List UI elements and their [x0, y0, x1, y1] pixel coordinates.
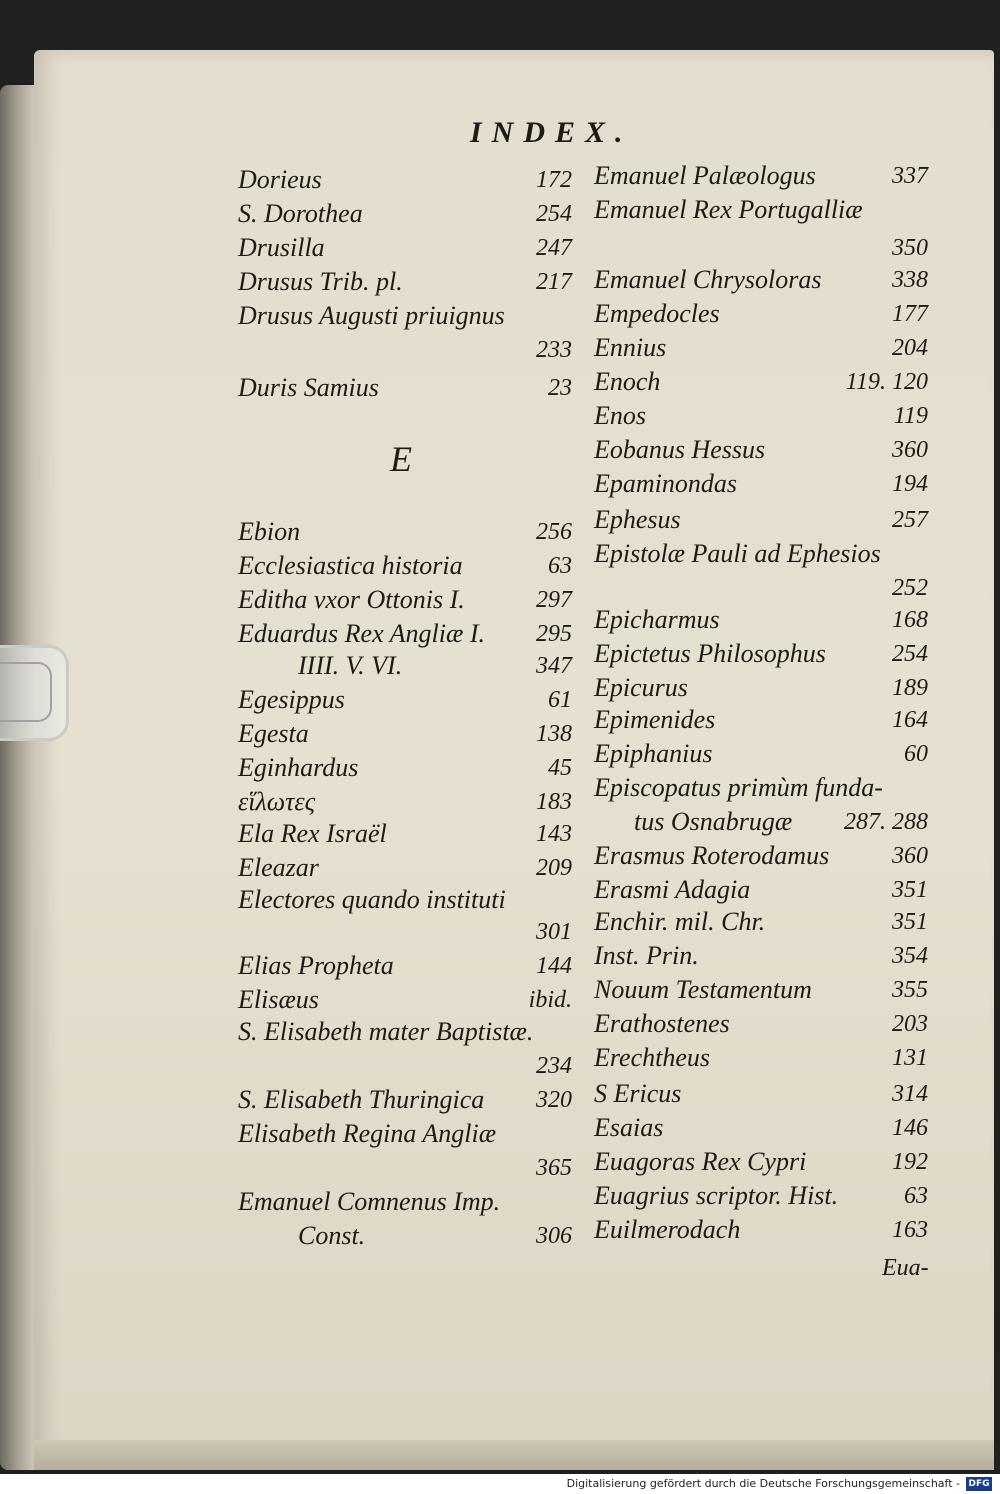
index-entry-name: Emanuel Chrysoloras: [594, 265, 822, 294]
index-entry-page: 351: [892, 909, 928, 935]
index-entry-page: 347: [536, 653, 572, 679]
index-entry-page: 204: [892, 335, 928, 361]
index-entry-page: 183: [536, 789, 572, 815]
index-entry-name: Ebion: [238, 517, 301, 546]
index-entry-name: Epiphanius: [594, 739, 713, 768]
index-entry-page: 233: [536, 337, 572, 363]
index-entry-name: Ephesus: [594, 505, 681, 534]
page-bottom-edge: [34, 1440, 994, 1470]
index-entry-page: [452, 298, 572, 334]
index-entry-page: 338: [892, 267, 928, 293]
index-entry-name: Elias Propheta: [238, 951, 394, 980]
index-entry-page: 61: [548, 687, 572, 713]
index-entry-name: Dorieus: [238, 165, 322, 194]
index-entry-page: 254: [536, 201, 572, 227]
index-entry-page: 360: [892, 437, 928, 463]
index-entry-page: 131: [892, 1045, 928, 1071]
index-entry-name: Egesta: [238, 719, 309, 748]
index-entry-page: 177: [892, 301, 928, 327]
index-entry-page: 252: [892, 575, 928, 601]
index-entry-name: Inst. Prin.: [594, 941, 699, 970]
index-entry-name: Ennius: [594, 333, 667, 362]
index-entry-name: IIII. V. VI.: [298, 651, 403, 680]
index-entry-name: Elisæus: [238, 985, 319, 1014]
index-entry-name: Euagoras Rex Cypri: [594, 1147, 807, 1176]
index-entry-page: [452, 1014, 572, 1050]
index-entry-name: Epicurus: [594, 673, 688, 702]
index-entry-page: 350: [892, 235, 928, 261]
index-entry-name: tus Osnabrugæ: [634, 807, 793, 836]
index-entry-name: Epistolæ Pauli ad Ephesios: [594, 539, 881, 568]
index-entry-page: 301: [536, 919, 572, 945]
index-entry-page: [452, 1116, 572, 1152]
index-entry-page: 164: [892, 707, 928, 733]
index-entry-name: Electores quando instituti: [238, 885, 506, 914]
footer-credit: Digitalisierung gefördert durch die Deutsche Forschungsgemeinschaft -: [566, 1477, 960, 1490]
index-entry-page: 209: [536, 855, 572, 881]
index-entry-page: 287. 288: [844, 809, 928, 835]
index-entry-name: Emanuel Comnenus Imp.: [238, 1187, 501, 1216]
index-entry-name: Egesippus: [238, 685, 345, 714]
index-entry-page: 337: [892, 163, 928, 189]
index-entry-page: [788, 192, 928, 228]
index-entry-name: Episcopatus primùm funda-: [594, 773, 883, 802]
index-entry-page: 63: [548, 553, 572, 579]
index-entry-name: Enchir. mil. Chr.: [594, 907, 766, 936]
index-entry-page: ibid.: [528, 987, 572, 1013]
index-entry-page: 306: [536, 1223, 572, 1249]
index-entry-name: Elisabeth Regina Angliæ: [238, 1119, 497, 1148]
index-entry-name: εἵλωτες: [238, 787, 316, 816]
index-entry-page: 351: [892, 877, 928, 903]
index-entry-page: 257: [892, 507, 928, 533]
index-entry-page: 194: [892, 471, 928, 497]
index-entry-page: [452, 882, 572, 918]
index-entry-page: 354: [892, 943, 928, 969]
index-entry-name: Epimenides: [594, 705, 716, 734]
index-entry-page: [788, 770, 928, 806]
index-entry-name: Editha vxor Ottonis I.: [238, 585, 465, 614]
index-entry-name: Eginhardus: [238, 753, 359, 782]
index-entry-page: 119. 120: [845, 369, 928, 395]
index-entry-page: 144: [536, 953, 572, 979]
index-entry-name: Drusus Augusti priuignus: [238, 301, 505, 330]
index-entry-name: Erechtheus: [594, 1043, 710, 1072]
index-entry-name: Emanuel Palæologus: [594, 161, 816, 190]
index-entry-name: Epictetus Philosophus: [594, 639, 826, 668]
index-entry-name: Emanuel Rex Portugalliæ: [594, 195, 863, 224]
dfg-logo: DFG: [966, 1477, 992, 1491]
index-entry-page: 355: [892, 977, 928, 1003]
index-entry-name: Enoch: [594, 367, 661, 396]
index-entry-page: 217: [536, 269, 572, 295]
index-entry-page: 163: [892, 1217, 928, 1243]
index-entry-page: 234: [536, 1053, 572, 1079]
index-entry-name: Nouum Testamentum: [594, 975, 812, 1004]
index-entry-page: 314: [892, 1081, 928, 1107]
index-entry-name: Enos: [594, 401, 646, 430]
index-entry-name: Eduardus Rex Angliæ I.: [238, 619, 485, 648]
index-entry-page: 143: [536, 821, 572, 847]
index-entry-page: 256: [536, 519, 572, 545]
index-entry-name: S. Elisabeth mater Baptistæ.: [238, 1017, 534, 1046]
index-entry-name: S. Dorothea: [238, 199, 363, 228]
catchword: Eua-: [882, 1255, 929, 1281]
index-entry-page: 189: [892, 675, 928, 701]
index-entry-name: Eobanus Hessus: [594, 435, 766, 464]
index-entry-page: 295: [536, 621, 572, 647]
index-entry-page: 203: [892, 1011, 928, 1037]
index-entry-page: 138: [536, 721, 572, 747]
index-entry-name: Epicharmus: [594, 605, 720, 634]
index-entry-name: Drusilla: [238, 233, 325, 262]
section-letter-heading: E: [390, 439, 412, 479]
index-entry-page: 254: [892, 641, 928, 667]
index-entry-page: 360: [892, 843, 928, 869]
index-entry-name: Ecclesiastica historia: [238, 551, 463, 580]
index-entry-page: [788, 536, 928, 572]
index-entry-name: Epaminondas: [594, 469, 737, 498]
index-entry-name: Const.: [298, 1221, 366, 1250]
index-entry-name: S Ericus: [594, 1079, 682, 1108]
index-entry-name: Eleazar: [238, 853, 319, 882]
index-entry-page: 172: [536, 167, 572, 193]
index-entry-name: Drusus Trib. pl.: [238, 267, 403, 296]
index-entry-page: 146: [892, 1115, 928, 1141]
index-entry-page: 247: [536, 235, 572, 261]
index-entry-page: 297: [536, 587, 572, 613]
index-entry-page: 63: [904, 1183, 928, 1209]
index-entry-name: Duris Samius: [238, 373, 379, 402]
page-header: INDEX.: [470, 116, 633, 149]
index-entry-name: S. Elisabeth Thuringica: [238, 1085, 485, 1114]
index-entry-name: Euagrius scriptor. Hist.: [594, 1181, 839, 1210]
index-entry-name: Erathostenes: [594, 1009, 730, 1038]
index-entry-page: 119: [893, 403, 928, 429]
index-entry-page: 60: [904, 741, 928, 767]
page-clip-inner: [0, 662, 52, 722]
index-entry-name: Erasmus Roterodamus: [594, 841, 830, 870]
index-entry-name: Erasmi Adagia: [594, 875, 751, 904]
index-entry-page: 320: [536, 1087, 572, 1113]
index-entry-name: Empedocles: [594, 299, 720, 328]
index-entry-page: [452, 1184, 572, 1220]
index-entry-page: 168: [892, 607, 928, 633]
index-entry-page: 365: [536, 1155, 572, 1181]
index-entry-name: Esaias: [594, 1113, 664, 1142]
index-entry-name: Ela Rex Israël: [238, 819, 387, 848]
index-entry-page: 192: [892, 1149, 928, 1175]
index-entry-page: 45: [548, 755, 572, 781]
index-entry-page: 23: [548, 375, 572, 401]
index-entry-name: Euilmerodach: [594, 1215, 741, 1244]
